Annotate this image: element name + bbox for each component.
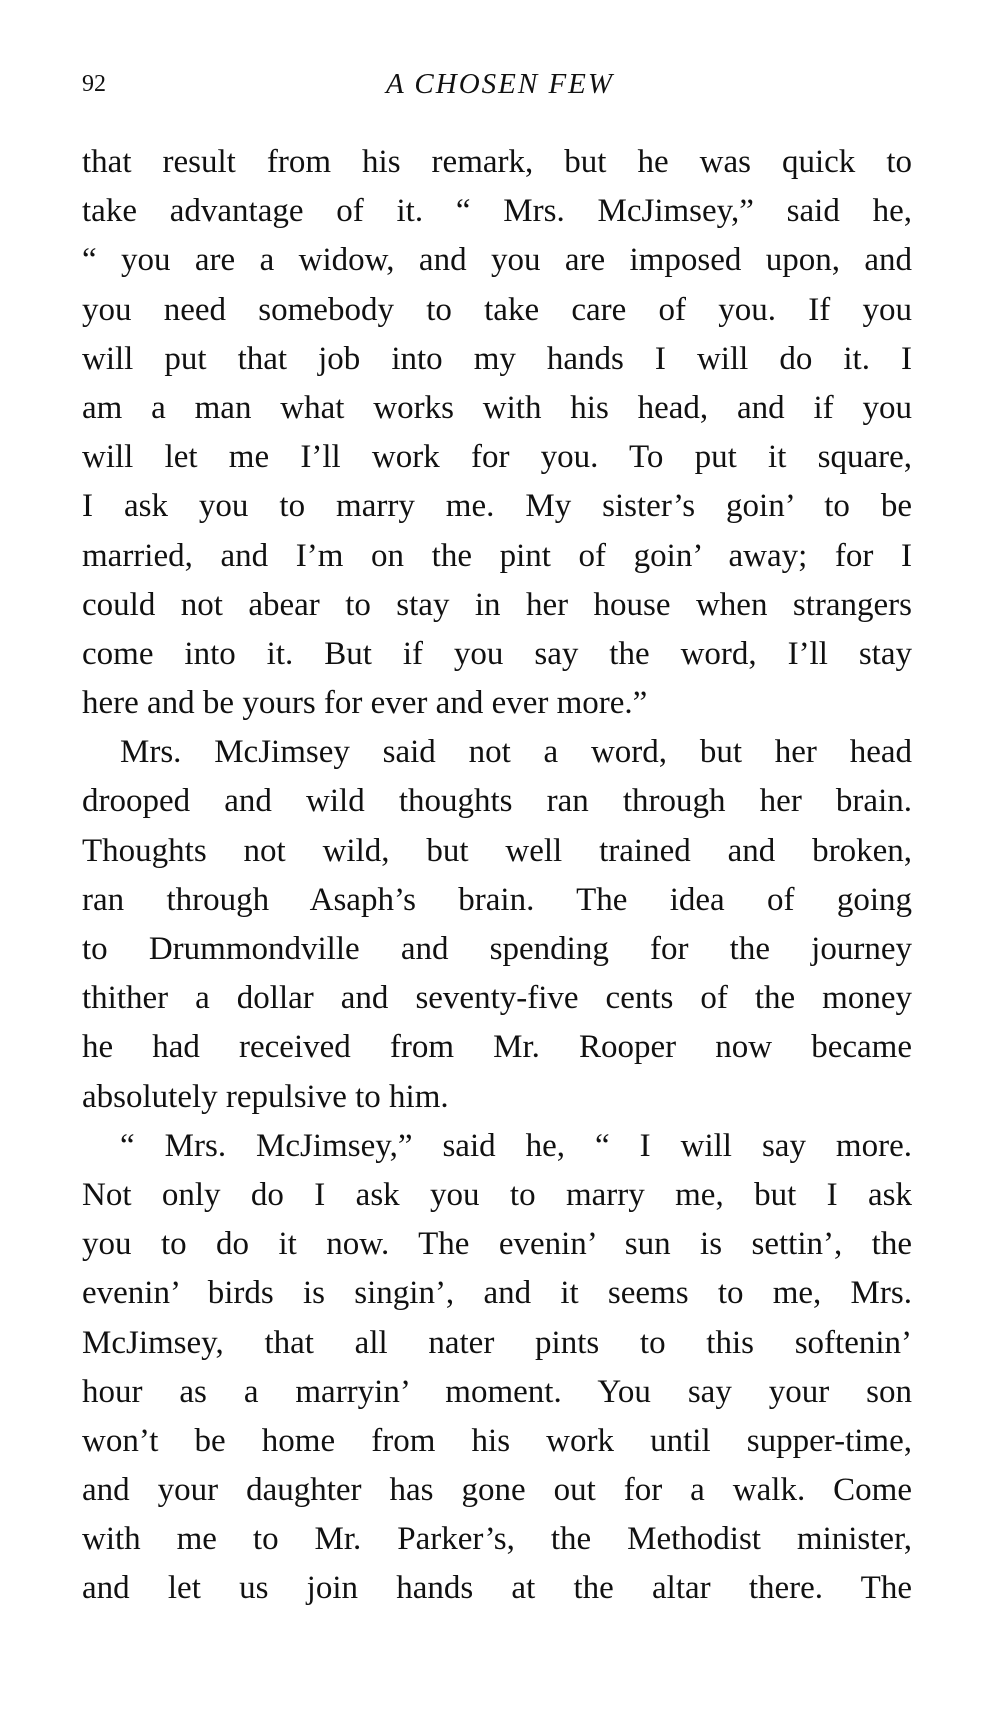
- text-line: hour as a marryin’ moment. You say your son: [82, 1373, 912, 1410]
- text-line: thither a dollar and seventy-five cents of the money: [82, 980, 912, 1017]
- text-line: will let me I’ll work for you. To put it square,: [82, 439, 912, 476]
- text-line: here and be yours for ever and ever more.”: [82, 685, 648, 722]
- text-line: will put that job into my hands I will do it. I: [82, 340, 912, 377]
- text-line: won’t be home from his work until supper-time,: [82, 1422, 912, 1459]
- text-line: you need somebody to take care of you. If you: [82, 291, 912, 328]
- text-line: with me to Mr. Parker’s, the Methodist minister,: [82, 1521, 912, 1558]
- text-line: take advantage of it. “ Mrs. McJimsey,” said he,: [82, 193, 912, 230]
- text-line: and let us join hands at the altar there. The: [82, 1570, 912, 1607]
- text-line: “ you are a widow, and you are imposed upon, and: [82, 242, 912, 279]
- text-line: Not only do I ask you to marry me, but I ask: [82, 1176, 912, 1213]
- text-line: he had received from Mr. Rooper now became: [82, 1029, 912, 1066]
- text-line: Mrs. McJimsey said not a word, but her head: [120, 734, 912, 771]
- text-line: to Drummondville and spending for the journey: [82, 931, 912, 967]
- page-number: 92: [82, 71, 106, 97]
- text-line: absolutely repulsive to him.: [82, 1078, 449, 1115]
- page-header: [82, 64, 918, 104]
- text-line: and your daughter has gone out for a walk. Come: [82, 1472, 912, 1509]
- text-line: “ Mrs. McJimsey,” said he, “ I will say more.: [120, 1127, 912, 1164]
- text-line: drooped and wild thoughts ran through her brain.: [82, 783, 912, 820]
- text-line: evenin’ birds is singin’, and it seems to me, Mrs.: [82, 1275, 912, 1312]
- text-line: married, and I’m on the pint of goin’ away; for I: [82, 537, 912, 574]
- text-line: come into it. But if you say the word, I’ll stay: [82, 635, 912, 672]
- text-line: am a man what works with his head, and if you: [82, 389, 912, 426]
- text-line: that result from his remark, but he was quick to: [82, 144, 912, 180]
- text-line: ran through Asaph’s brain. The idea of going: [82, 881, 912, 918]
- text-line: McJimsey, that all nater pints to this softenin’: [82, 1324, 912, 1361]
- text-line: could not abear to stay in her house when strangers: [82, 586, 912, 623]
- text-line: Thoughts not wild, but well trained and broken,: [82, 832, 912, 869]
- text-line: I ask you to marry me. My sister’s goin’ to be: [82, 488, 912, 525]
- body-text: [82, 138, 912, 1614]
- running-title: A CHOSEN FEW: [385, 68, 615, 100]
- text-line: you to do it now. The evenin’ sun is settin’, the: [82, 1226, 912, 1263]
